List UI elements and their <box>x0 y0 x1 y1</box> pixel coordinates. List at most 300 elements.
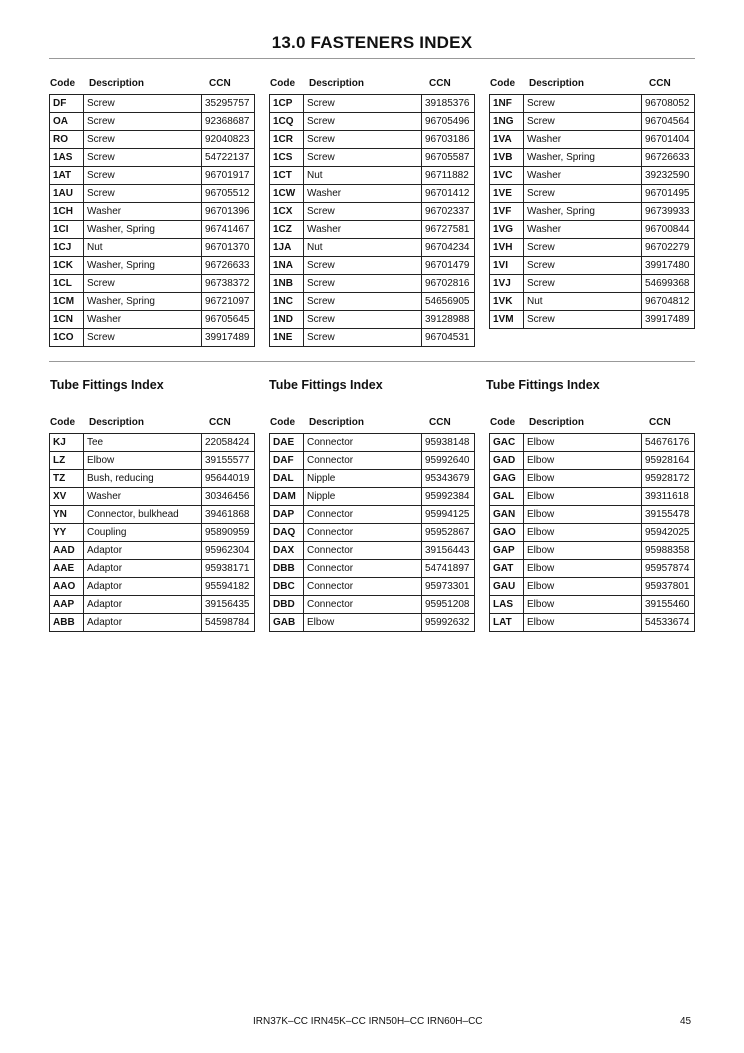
table-row <box>50 614 255 632</box>
column-header-ccn: CCN <box>429 78 451 89</box>
table-row <box>490 470 695 488</box>
code-cell: DAX <box>270 542 304 560</box>
description-cell: Connector, bulkhead <box>84 506 202 524</box>
table-row <box>490 596 695 614</box>
ccn-cell: 39917489 <box>642 311 695 329</box>
ccn-cell: 96702816 <box>422 275 475 293</box>
title-rule <box>49 58 695 59</box>
table-row <box>50 203 255 221</box>
ccn-cell: 39917480 <box>642 257 695 275</box>
description-cell: Washer <box>304 221 422 239</box>
description-cell: Elbow <box>524 542 642 560</box>
ccn-cell: 95988358 <box>642 542 695 560</box>
table-row <box>490 578 695 596</box>
tube-fittings-heading-3: Tube Fittings Index <box>486 378 600 392</box>
code-cell: 1JA <box>270 239 304 257</box>
fasteners-table-3 <box>489 94 695 329</box>
ccn-cell: 96701495 <box>642 185 695 203</box>
table-row <box>270 221 475 239</box>
code-cell: 1CN <box>50 311 84 329</box>
ccn-cell: 95992632 <box>422 614 475 632</box>
table-row <box>50 239 255 257</box>
description-cell: Adaptor <box>84 614 202 632</box>
code-cell: RO <box>50 131 84 149</box>
description-cell: Washer, Spring <box>84 293 202 311</box>
code-cell: 1CM <box>50 293 84 311</box>
ccn-cell: 39156443 <box>422 542 475 560</box>
code-cell: GAL <box>490 488 524 506</box>
description-cell: Connector <box>304 578 422 596</box>
description-cell: Screw <box>304 329 422 347</box>
table-row <box>270 293 475 311</box>
ccn-cell: 95992640 <box>422 452 475 470</box>
description-cell: Washer, Spring <box>84 221 202 239</box>
ccn-cell: 96701412 <box>422 185 475 203</box>
tube-fittings-heading-1: Tube Fittings Index <box>50 378 164 392</box>
code-cell: DAF <box>270 452 304 470</box>
code-cell: KJ <box>50 434 84 452</box>
table-row <box>50 95 255 113</box>
table-row <box>50 560 255 578</box>
code-cell: 1VG <box>490 221 524 239</box>
ccn-cell: 95951208 <box>422 596 475 614</box>
ccn-cell: 95343679 <box>422 470 475 488</box>
code-cell: DBC <box>270 578 304 596</box>
fasteners-table-1 <box>49 94 255 347</box>
ccn-cell: 96701479 <box>422 257 475 275</box>
code-cell: 1VB <box>490 149 524 167</box>
table-row <box>50 221 255 239</box>
description-cell: Screw <box>524 185 642 203</box>
code-cell: TZ <box>50 470 84 488</box>
code-cell: AAD <box>50 542 84 560</box>
ccn-cell: 39232590 <box>642 167 695 185</box>
table-row <box>490 434 695 452</box>
table-row <box>270 113 475 131</box>
description-cell: Elbow <box>304 614 422 632</box>
code-cell: 1CL <box>50 275 84 293</box>
table-row <box>490 167 695 185</box>
table-row <box>270 434 475 452</box>
tube-fittings-table-1 <box>49 433 255 632</box>
table-row <box>270 239 475 257</box>
ccn-cell: 96704531 <box>422 329 475 347</box>
ccn-cell: 96704234 <box>422 239 475 257</box>
code-cell: GAG <box>490 470 524 488</box>
description-cell: Connector <box>304 542 422 560</box>
ccn-cell: 96700844 <box>642 221 695 239</box>
table-row <box>50 542 255 560</box>
code-cell: 1CK <box>50 257 84 275</box>
ccn-cell: 96704564 <box>642 113 695 131</box>
ccn-cell: 95938171 <box>202 560 255 578</box>
code-cell: GAT <box>490 560 524 578</box>
description-cell: Elbow <box>524 452 642 470</box>
description-cell: Elbow <box>524 578 642 596</box>
description-cell: Washer <box>524 221 642 239</box>
ccn-cell: 96703186 <box>422 131 475 149</box>
code-cell: DBB <box>270 560 304 578</box>
table-row <box>490 614 695 632</box>
fasteners-table-2 <box>269 94 475 347</box>
page-title: 13.0 FASTENERS INDEX <box>271 33 473 52</box>
description-cell: Elbow <box>524 434 642 452</box>
code-cell: 1AT <box>50 167 84 185</box>
ccn-cell: 95594182 <box>202 578 255 596</box>
code-cell: 1CX <box>270 203 304 221</box>
column-header-ccn: CCN <box>209 78 231 89</box>
description-cell: Washer, Spring <box>524 149 642 167</box>
code-cell: AAO <box>50 578 84 596</box>
table-row <box>490 221 695 239</box>
code-cell: 1VC <box>490 167 524 185</box>
description-cell: Nut <box>304 239 422 257</box>
ccn-cell: 96711882 <box>422 167 475 185</box>
description-cell: Screw <box>304 293 422 311</box>
ccn-cell: 96704812 <box>642 293 695 311</box>
ccn-cell: 39155577 <box>202 452 255 470</box>
code-cell: AAE <box>50 560 84 578</box>
table-row <box>270 311 475 329</box>
ccn-cell: 96726633 <box>202 257 255 275</box>
description-cell: Elbow <box>524 470 642 488</box>
column-header-ccn: CCN <box>649 417 671 428</box>
code-cell: LAT <box>490 614 524 632</box>
table-row <box>50 257 255 275</box>
table-row <box>270 149 475 167</box>
description-cell: Connector <box>304 560 422 578</box>
description-cell: Washer <box>84 203 202 221</box>
description-cell: Elbow <box>524 614 642 632</box>
code-cell: 1NF <box>490 95 524 113</box>
description-cell: Washer <box>524 167 642 185</box>
column-header-code: Code <box>50 417 75 428</box>
code-cell: AAP <box>50 596 84 614</box>
ccn-cell: 96741467 <box>202 221 255 239</box>
code-cell: 1NC <box>270 293 304 311</box>
ccn-cell: 39461868 <box>202 506 255 524</box>
table-row <box>50 113 255 131</box>
code-cell: GAN <box>490 506 524 524</box>
code-cell: 1VA <box>490 131 524 149</box>
ccn-cell: 95992384 <box>422 488 475 506</box>
description-cell: Washer <box>84 311 202 329</box>
table-row <box>490 275 695 293</box>
ccn-cell: 96705512 <box>202 185 255 203</box>
code-cell: 1CR <box>270 131 304 149</box>
code-cell: 1VF <box>490 203 524 221</box>
ccn-cell: 96705587 <box>422 149 475 167</box>
ccn-cell: 95957874 <box>642 560 695 578</box>
table-row <box>50 452 255 470</box>
table-row <box>270 542 475 560</box>
description-cell: Adaptor <box>84 560 202 578</box>
ccn-cell: 54598784 <box>202 614 255 632</box>
ccn-cell: 96701917 <box>202 167 255 185</box>
ccn-cell: 95928172 <box>642 470 695 488</box>
table-row <box>50 434 255 452</box>
table-row <box>270 614 475 632</box>
code-cell: DAQ <box>270 524 304 542</box>
ccn-cell: 96701396 <box>202 203 255 221</box>
code-cell: DF <box>50 95 84 113</box>
description-cell: Nipple <box>304 488 422 506</box>
code-cell: DAE <box>270 434 304 452</box>
code-cell: 1CP <box>270 95 304 113</box>
ccn-cell: 92368687 <box>202 113 255 131</box>
description-cell: Screw <box>84 329 202 347</box>
description-cell: Washer <box>84 488 202 506</box>
table-row <box>490 488 695 506</box>
table-row <box>50 329 255 347</box>
table-row <box>50 293 255 311</box>
column-header-description: Description <box>89 78 145 89</box>
description-cell: Screw <box>304 149 422 167</box>
ccn-cell: 95937801 <box>642 578 695 596</box>
table-row <box>490 95 695 113</box>
ccn-cell: 35295757 <box>202 95 255 113</box>
table-row <box>270 329 475 347</box>
table-row <box>490 257 695 275</box>
column-header-description: Description <box>309 78 365 89</box>
description-cell: Screw <box>304 311 422 329</box>
description-cell: Elbow <box>524 596 642 614</box>
description-cell: Screw <box>304 275 422 293</box>
footer-models: IRN37K–CC IRN45K–CC IRN50H–CC IRN60H–CC <box>253 1016 483 1027</box>
code-cell: 1VI <box>490 257 524 275</box>
column-header-ccn: CCN <box>429 417 451 428</box>
ccn-cell: 39156435 <box>202 596 255 614</box>
description-cell: Tee <box>84 434 202 452</box>
description-cell: Nut <box>524 293 642 311</box>
code-cell: 1CO <box>50 329 84 347</box>
table-row <box>270 506 475 524</box>
table-row <box>50 131 255 149</box>
tube-fittings-table-3 <box>489 433 695 632</box>
ccn-cell: 39917489 <box>202 329 255 347</box>
code-cell: LZ <box>50 452 84 470</box>
table-row <box>50 506 255 524</box>
description-cell: Screw <box>84 149 202 167</box>
ccn-cell: 39155478 <box>642 506 695 524</box>
ccn-cell: 96705645 <box>202 311 255 329</box>
description-cell: Screw <box>84 185 202 203</box>
description-cell: Nipple <box>304 470 422 488</box>
ccn-cell: 54676176 <box>642 434 695 452</box>
table-row <box>490 452 695 470</box>
code-cell: DAL <box>270 470 304 488</box>
table-row <box>50 185 255 203</box>
description-cell: Screw <box>84 167 202 185</box>
code-cell: 1CS <box>270 149 304 167</box>
code-cell: DBD <box>270 596 304 614</box>
table-row <box>50 275 255 293</box>
ccn-cell: 22058424 <box>202 434 255 452</box>
code-cell: 1AU <box>50 185 84 203</box>
table-row <box>490 239 695 257</box>
code-cell: 1VE <box>490 185 524 203</box>
table-row <box>490 560 695 578</box>
ccn-cell: 39185376 <box>422 95 475 113</box>
code-cell: YY <box>50 524 84 542</box>
code-cell: 1ND <box>270 311 304 329</box>
column-header-code: Code <box>490 417 515 428</box>
ccn-cell: 96738372 <box>202 275 255 293</box>
table-row <box>50 596 255 614</box>
table-row <box>270 578 475 596</box>
column-header-description: Description <box>529 78 585 89</box>
description-cell: Screw <box>84 113 202 131</box>
description-cell: Adaptor <box>84 542 202 560</box>
table-row <box>50 311 255 329</box>
column-header-description: Description <box>309 417 365 428</box>
ccn-cell: 30346456 <box>202 488 255 506</box>
table-row <box>270 524 475 542</box>
ccn-cell: 96739933 <box>642 203 695 221</box>
description-cell: Connector <box>304 506 422 524</box>
code-cell: 1CW <box>270 185 304 203</box>
table-row <box>270 488 475 506</box>
description-cell: Adaptor <box>84 596 202 614</box>
description-cell: Washer, Spring <box>84 257 202 275</box>
ccn-cell: 39128988 <box>422 311 475 329</box>
ccn-cell: 95962304 <box>202 542 255 560</box>
ccn-cell: 92040823 <box>202 131 255 149</box>
description-cell: Coupling <box>84 524 202 542</box>
code-cell: 1VM <box>490 311 524 329</box>
ccn-cell: 95973301 <box>422 578 475 596</box>
table-row <box>50 149 255 167</box>
description-cell: Screw <box>524 113 642 131</box>
description-cell: Connector <box>304 452 422 470</box>
ccn-cell: 54722137 <box>202 149 255 167</box>
table-row <box>270 203 475 221</box>
description-cell: Elbow <box>524 560 642 578</box>
table-row <box>490 203 695 221</box>
description-cell: Connector <box>304 596 422 614</box>
table-row <box>490 131 695 149</box>
code-cell: DAM <box>270 488 304 506</box>
table-row <box>270 275 475 293</box>
code-cell: 1NG <box>490 113 524 131</box>
page-number: 45 <box>680 1016 692 1027</box>
description-cell: Washer <box>524 131 642 149</box>
description-cell: Bush, reducing <box>84 470 202 488</box>
ccn-cell: 96705496 <box>422 113 475 131</box>
ccn-cell: 96721097 <box>202 293 255 311</box>
ccn-cell: 95942025 <box>642 524 695 542</box>
description-cell: Screw <box>84 275 202 293</box>
ccn-cell: 96701370 <box>202 239 255 257</box>
code-cell: 1VK <box>490 293 524 311</box>
table-row <box>270 560 475 578</box>
code-cell: 1CQ <box>270 113 304 131</box>
table-row <box>270 95 475 113</box>
code-cell: XV <box>50 488 84 506</box>
column-header-ccn: CCN <box>209 417 231 428</box>
code-cell: 1CT <box>270 167 304 185</box>
column-header-ccn: CCN <box>649 78 671 89</box>
description-cell: Screw <box>304 113 422 131</box>
table-row <box>490 113 695 131</box>
column-header-description: Description <box>89 417 145 428</box>
ccn-cell: 96726633 <box>642 149 695 167</box>
code-cell: 1CZ <box>270 221 304 239</box>
description-cell: Connector <box>304 434 422 452</box>
column-header-code: Code <box>270 417 295 428</box>
description-cell: Screw <box>304 257 422 275</box>
column-header-code: Code <box>50 78 75 89</box>
code-cell: GAP <box>490 542 524 560</box>
ccn-cell: 54741897 <box>422 560 475 578</box>
description-cell: Screw <box>304 131 422 149</box>
table-row <box>270 452 475 470</box>
code-cell: 1NB <box>270 275 304 293</box>
ccn-cell: 54699368 <box>642 275 695 293</box>
description-cell: Washer, Spring <box>524 203 642 221</box>
code-cell: GAB <box>270 614 304 632</box>
description-cell: Screw <box>524 257 642 275</box>
ccn-cell: 39311618 <box>642 488 695 506</box>
table-row <box>270 470 475 488</box>
description-cell: Screw <box>84 95 202 113</box>
code-cell: 1NE <box>270 329 304 347</box>
table-row <box>490 524 695 542</box>
code-cell: GAU <box>490 578 524 596</box>
code-cell: 1CJ <box>50 239 84 257</box>
description-cell: Screw <box>84 131 202 149</box>
table-row <box>490 149 695 167</box>
code-cell: 1VJ <box>490 275 524 293</box>
table-row <box>50 524 255 542</box>
description-cell: Screw <box>304 203 422 221</box>
ccn-cell: 96708052 <box>642 95 695 113</box>
ccn-cell: 54656905 <box>422 293 475 311</box>
ccn-cell: 54533674 <box>642 614 695 632</box>
table-row <box>270 131 475 149</box>
table-row <box>490 185 695 203</box>
table-row <box>490 293 695 311</box>
code-cell: 1CH <box>50 203 84 221</box>
description-cell: Nut <box>84 239 202 257</box>
code-cell: 1VH <box>490 239 524 257</box>
ccn-cell: 95644019 <box>202 470 255 488</box>
description-cell: Elbow <box>524 488 642 506</box>
code-cell: GAD <box>490 452 524 470</box>
ccn-cell: 96701404 <box>642 131 695 149</box>
column-header-code: Code <box>490 78 515 89</box>
code-cell: 1NA <box>270 257 304 275</box>
code-cell: GAO <box>490 524 524 542</box>
table-row <box>270 257 475 275</box>
description-cell: Screw <box>524 95 642 113</box>
description-cell: Elbow <box>524 506 642 524</box>
code-cell: LAS <box>490 596 524 614</box>
section-rule <box>49 361 695 362</box>
ccn-cell: 39155460 <box>642 596 695 614</box>
code-cell: YN <box>50 506 84 524</box>
ccn-cell: 96702337 <box>422 203 475 221</box>
description-cell: Connector <box>304 524 422 542</box>
table-row <box>490 311 695 329</box>
code-cell: 1CI <box>50 221 84 239</box>
description-cell: Screw <box>524 275 642 293</box>
ccn-cell: 95952867 <box>422 524 475 542</box>
description-cell: Screw <box>524 239 642 257</box>
code-cell: OA <box>50 113 84 131</box>
tube-fittings-heading-2: Tube Fittings Index <box>269 378 383 392</box>
ccn-cell: 95890959 <box>202 524 255 542</box>
